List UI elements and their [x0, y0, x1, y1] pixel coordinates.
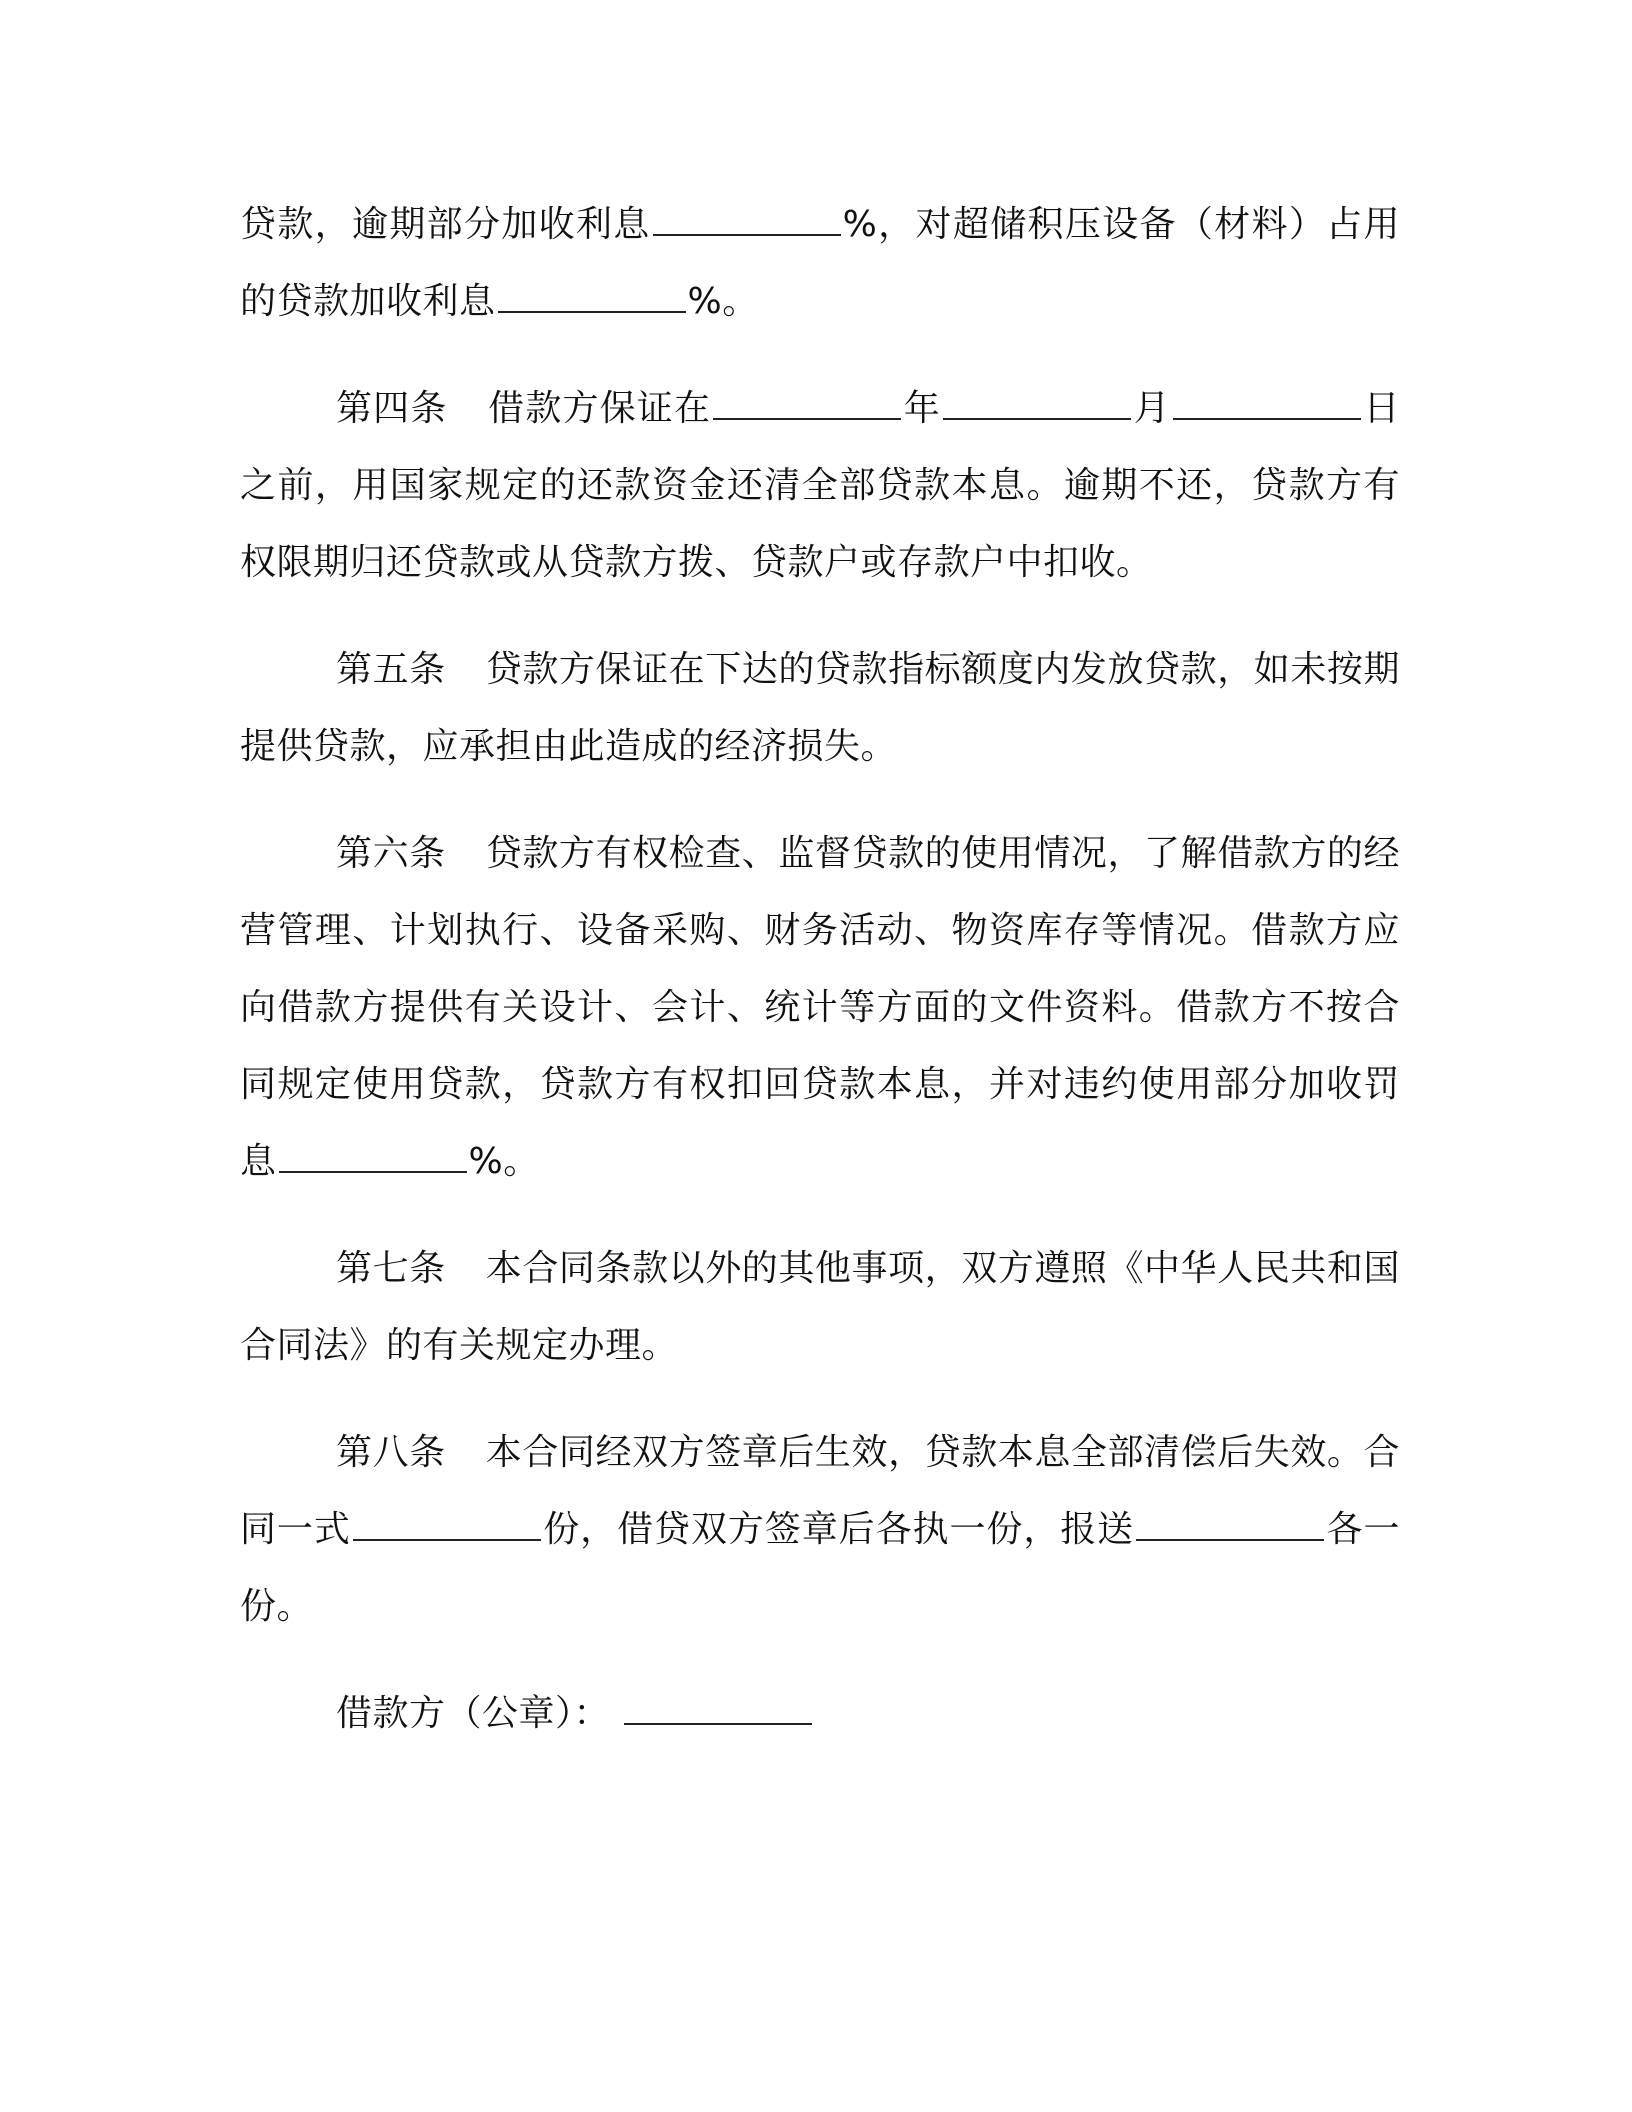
borrower-seal-blank[interactable]	[624, 1722, 812, 1725]
overstock-interest-blank[interactable]	[498, 310, 686, 313]
article-7-text: 本合同条款以外的其他事项，双方遵照《中华人民共和国合同法》的有关规定办理。	[240, 1248, 1400, 1366]
article-4-month: 月	[1132, 388, 1171, 429]
copies-count-blank[interactable]	[353, 1538, 541, 1541]
article-8-text-b: 份，借贷双方签章后各执一份，报送	[542, 1509, 1135, 1550]
article-8-text-c: 各一份。	[240, 1509, 1400, 1627]
document-page	[240, 186, 1400, 1782]
article-4-year: 年	[903, 388, 941, 429]
interest-text-start: 贷款，逾期部分加收利息	[240, 204, 651, 245]
article-8-text-a: 本合同经双方签章后生效，贷款本息全部清偿后失效。合同一式	[240, 1432, 1400, 1550]
article-5-heading: 第五条	[336, 649, 446, 690]
article-4-heading: 第四条	[336, 388, 448, 429]
overdue-interest-blank[interactable]	[653, 233, 841, 236]
borrower-seal-label: 借款方（公章）：	[336, 1693, 611, 1734]
article-7	[240, 1230, 1400, 1384]
article-6	[240, 815, 1400, 1200]
article-8-heading: 第八条	[336, 1432, 446, 1473]
penalty-interest-blank[interactable]	[279, 1170, 467, 1173]
article-6-text: 贷款方有权检查、监督贷款的使用情况，了解借款方的经营管理、计划执行、设备采购、财务活动、物资库存等情况。借款方应向借款方提供有关设计、会计、统计等方面的文件资料。借款方不按合同规定使用贷款，贷款方有权扣回贷款本息，并对违约使用部分加收罚息	[240, 833, 1400, 1182]
article-6-heading: 第六条	[336, 833, 446, 874]
article-5	[240, 631, 1400, 785]
interest-text-end: %。	[687, 281, 759, 322]
repay-day-blank[interactable]	[1173, 417, 1361, 420]
repay-month-blank[interactable]	[943, 417, 1131, 420]
article-5-text: 贷款方保证在下达的贷款指标额度内发放贷款，如未按期提供贷款，应承担由此造成的经济损失。	[240, 649, 1400, 767]
article-8	[240, 1414, 1400, 1645]
article-4	[240, 370, 1400, 601]
article-6-percent: %。	[468, 1141, 540, 1182]
article-4-text-d: 日之前，用国家规定的还款资金还清全部贷款本息。逾期不还，贷款方有权限期归还贷款或从贷款方拨、贷款户或存款户中扣收。	[240, 388, 1400, 583]
borrower-signature-line	[240, 1675, 1400, 1752]
interest-text-middle: %，对超储积压设备（材料）占用的贷款加收利息	[240, 204, 1400, 322]
paragraph-interest	[240, 186, 1400, 340]
article-4-text-a: 借款方保证在	[487, 388, 712, 429]
report-to-blank[interactable]	[1136, 1538, 1324, 1541]
article-7-heading: 第七条	[336, 1248, 446, 1289]
repay-year-blank[interactable]	[713, 417, 901, 420]
